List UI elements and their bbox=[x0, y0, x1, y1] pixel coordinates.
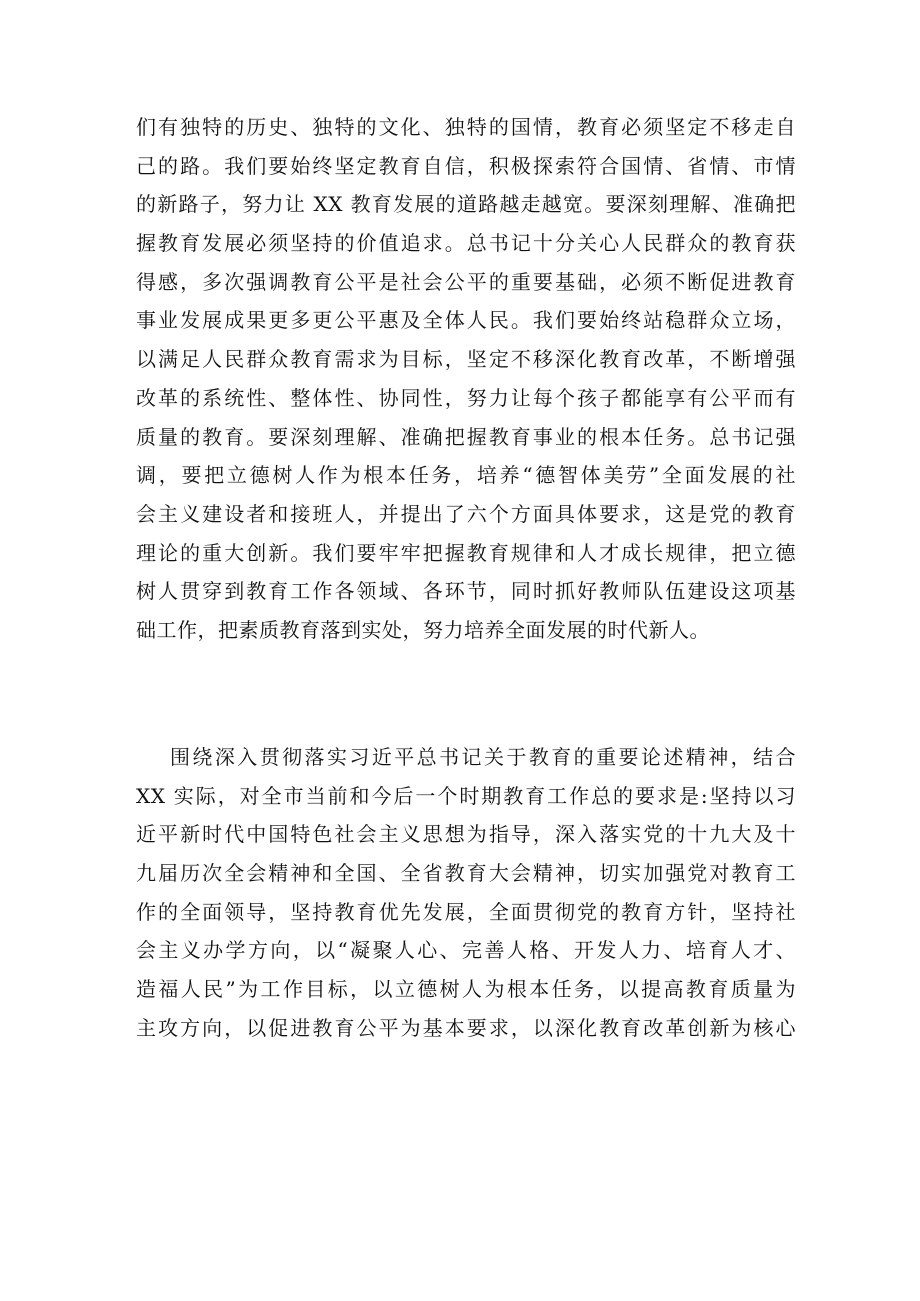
text-line: 以满足人民群众教育需求为目标，坚定不移深化教育改革，不断增强 bbox=[136, 347, 796, 372]
text-line: 的新路子，努力让 XX 教育发展的道路越走越宽。要深刻理解、准确把 bbox=[136, 192, 796, 217]
paragraph-2 bbox=[136, 738, 796, 1048]
text-line: 造福人民”为工作目标，以立德树人为根本任务，以提高教育质量为 bbox=[136, 977, 796, 1002]
text-line: 会主义建设者和接班人，并提出了六个方面具体要求，这是党的教育 bbox=[136, 501, 796, 526]
text-line: 改革的系统性、整体性、协同性，努力让每个孩子都能享有公平而有 bbox=[136, 385, 796, 410]
text-line: 作的全面领导，坚持教育优先发展，全面贯彻党的教育方针，坚持社 bbox=[136, 899, 796, 924]
text-line: 们有独特的历史、独特的文化、独特的国情，教育必须坚定不移走自 bbox=[136, 115, 796, 139]
text-line: 握教育发展必须坚持的价值追求。总书记十分关心人民群众的教育获 bbox=[136, 231, 796, 256]
text-line: 础工作，把素质教育落到实处，努力培养全面发展的时代新人。 bbox=[136, 617, 710, 642]
text-line: 围绕深入贯彻落实习近平总书记关于教育的重要论述精神，结合 bbox=[170, 745, 796, 769]
text-line: XX 实际，对全市当前和今后一个时期教育工作总的要求是:坚持以习 bbox=[136, 783, 796, 808]
text-line: 近平新时代中国特色社会主义思想为指导，深入落实党的十九大及十 bbox=[136, 822, 796, 847]
text-line: 主攻方向，以促进教育公平为基本要求，以深化教育改革创新为核心 bbox=[136, 1015, 796, 1040]
text-line: 理论的重大创新。我们要牢牢把握教育规律和人才成长规律，把立德 bbox=[136, 540, 796, 565]
text-line: 己的路。我们要始终坚定教育自信，积极探索符合国情、省情、市情 bbox=[136, 153, 796, 178]
text-line: 九届历次全会精神和全国、全省教育大会精神，切实加强党对教育工 bbox=[136, 861, 796, 886]
text-line: 会主义办学方向，以“凝聚人心、完善人格、开发人力、培育人才、 bbox=[136, 938, 796, 963]
paragraph-1 bbox=[136, 108, 796, 650]
text-line: 树人贯穿到教育工作各领域、各环节，同时抓好教师队伍建设这项基 bbox=[136, 579, 796, 604]
text-line: 事业发展成果更多更公平惠及全体人民。我们要始终站稳群众立场， bbox=[136, 308, 796, 333]
text-line: 调，要把立德树人作为根本任务，培养“德智体美劳”全面发展的社 bbox=[136, 463, 796, 488]
text-line: 得感，多次强调教育公平是社会公平的重要基础，必须不断促进教育 bbox=[136, 269, 796, 294]
text-line: 质量的教育。要深刻理解、准确把握教育事业的根本任务。总书记强 bbox=[136, 424, 796, 449]
